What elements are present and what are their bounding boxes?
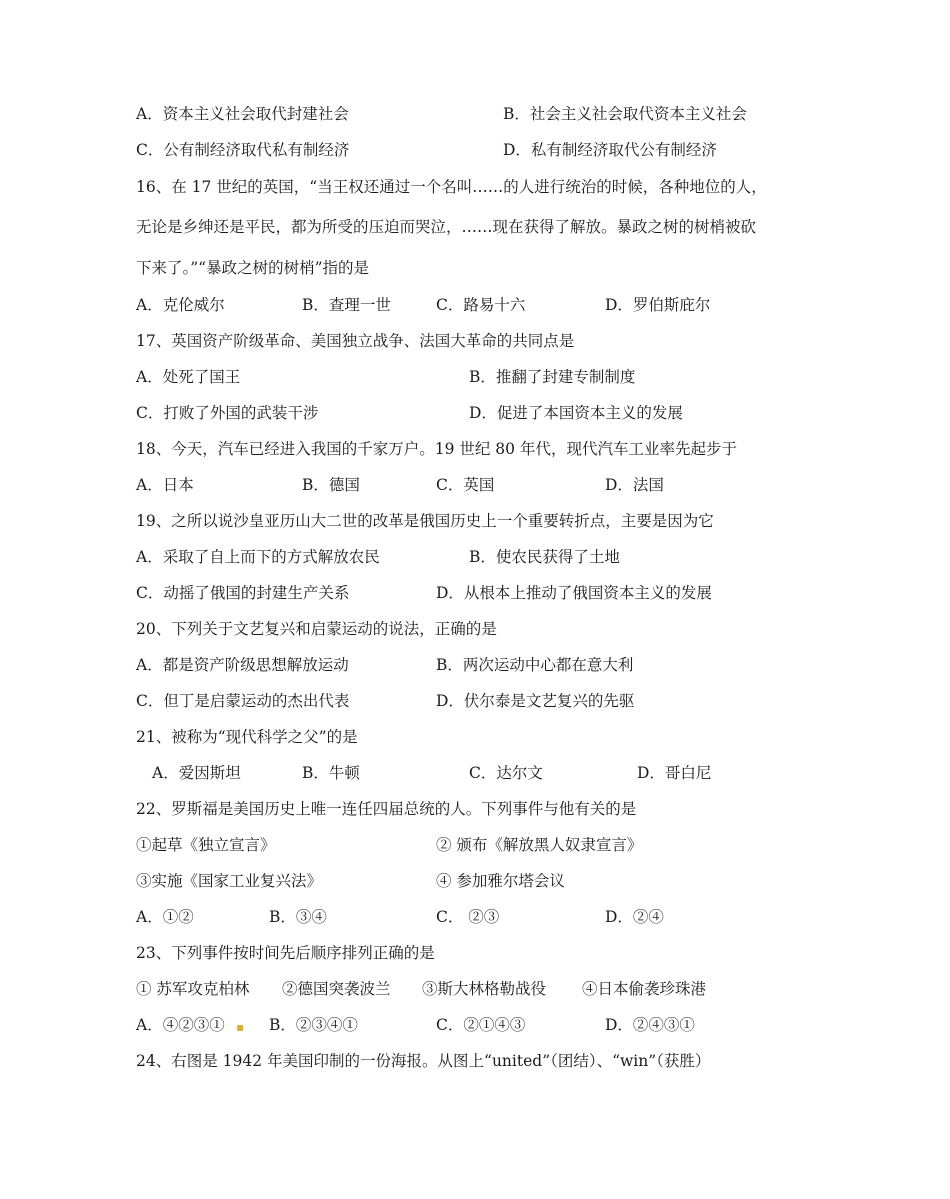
q18-option-c: C．英国 <box>436 476 495 494</box>
q21-option-a: A．爱因斯坦 <box>152 764 241 782</box>
q17-option-a: A．处死了国王 <box>136 368 241 386</box>
q22-option-c: C． ②③ <box>436 908 500 926</box>
stray-dot-mark: ▪ <box>236 1020 245 1034</box>
q17-option-b: B．推翻了封建专制制度 <box>469 368 636 386</box>
q20-stem: 20、下列关于文艺复兴和启蒙运动的说法，正确的是 <box>136 620 497 638</box>
q24-stem: 24、右图是 1942 年美国印制的一份海报。从图上“united”（团结）、“win”（获胜） <box>136 1052 711 1070</box>
q20-option-c: C．但丁是启蒙运动的杰出代表 <box>136 692 350 710</box>
q17-option-c: C．打败了外国的武装干涉 <box>136 404 319 422</box>
q21-option-d: D．哥白尼 <box>637 764 712 782</box>
q20-option-b: B．两次运动中心都在意大利 <box>436 656 634 674</box>
q17-stem: 17、英国资产阶级革命、美国独立战争、法国大革命的共同点是 <box>136 332 575 350</box>
q19-stem: 19、之所以说沙皇亚历山大二世的改革是俄国历史上一个重要转折点，主要是因为它 <box>136 512 714 530</box>
q16-stem-line-3: 下来了。”“暴政之树的树梢”指的是 <box>136 259 370 277</box>
q22-stem: 22、罗斯福是美国历史上唯一连任四届总统的人。下列事件与他有关的是 <box>136 800 637 818</box>
q23-option-c: C．②①④③ <box>436 1016 526 1034</box>
q23-stem: 23、下列事件按时间先后顺序排列正确的是 <box>136 944 435 962</box>
q23-item-4: ④日本偷袭珍珠港 <box>582 980 707 998</box>
q23-option-b: B．②③④① <box>269 1016 358 1034</box>
q20-option-d: D．伏尔泰是文艺复兴的先驱 <box>436 692 635 710</box>
q20-option-a: A．都是资产阶级思想解放运动 <box>136 656 349 674</box>
q17-option-d: D．促进了本国资本主义的发展 <box>469 404 683 422</box>
q15-option-d: D．私有制经济取代公有制经济 <box>503 141 717 159</box>
q22-option-b: B．③④ <box>269 908 327 926</box>
q16-option-b: B．查理一世 <box>302 296 391 314</box>
q18-stem: 18、今天，汽车已经进入我国的千家万户。19 世纪 80 年代，现代汽车工业率先起步于 <box>136 440 737 458</box>
q16-stem-line-2: 无论是乡绅还是平民，都为所受的压迫而哭泣，……现在获得了解放。暴政之树的树梢被砍 <box>136 218 757 236</box>
q18-option-a: A．日本 <box>136 476 194 494</box>
q21-stem: 21、被称为“现代科学之父”的是 <box>136 728 358 746</box>
q22-item-1: ①起草《独立宣言》 <box>136 836 276 854</box>
q19-option-d: D．从根本上推动了俄国资本主义的发展 <box>436 584 712 602</box>
q16-stem-line-1: 16、在 17 世纪的英国，“当王权还通过一个名叫……的人进行统治的时候，各种地位的人， <box>136 178 767 196</box>
q18-option-d: D．法国 <box>605 476 664 494</box>
q15-option-a: A．资本主义社会取代封建社会 <box>136 105 349 123</box>
q15-option-c: C．公有制经济取代私有制经济 <box>136 141 350 159</box>
q22-item-4: ④ 参加雅尔塔会议 <box>436 872 565 890</box>
q16-option-d: D．罗伯斯庇尔 <box>605 296 711 314</box>
q23-option-a: A．④②③① <box>136 1016 225 1034</box>
q22-option-a: A．①② <box>136 908 194 926</box>
q19-option-b: B．使农民获得了土地 <box>469 548 620 566</box>
q22-item-2: ② 颁布《解放黑人奴隶宣言》 <box>436 836 643 854</box>
q19-option-a: A．采取了自上而下的方式解放农民 <box>136 548 380 566</box>
q22-option-d: D．②④ <box>605 908 664 926</box>
q21-option-b: B．牛顿 <box>302 764 360 782</box>
q18-option-b: B．德国 <box>302 476 360 494</box>
q16-option-c: C．路易十六 <box>436 296 526 314</box>
q19-option-c: C．动摇了俄国的封建生产关系 <box>136 584 350 602</box>
q22-item-3: ③实施《国家工业复兴法》 <box>136 872 323 890</box>
q16-option-a: A．克伦威尔 <box>136 296 225 314</box>
q23-item-1: ① 苏军攻克柏林 <box>136 980 250 998</box>
q15-option-b: B．社会主义社会取代资本主义社会 <box>503 105 747 123</box>
q23-item-3: ③斯大林格勒战役 <box>422 980 547 998</box>
q21-option-c: C．达尔文 <box>469 764 543 782</box>
q23-option-d: D．②④③① <box>605 1016 695 1034</box>
q23-item-2: ②德国突袭波兰 <box>282 980 391 998</box>
